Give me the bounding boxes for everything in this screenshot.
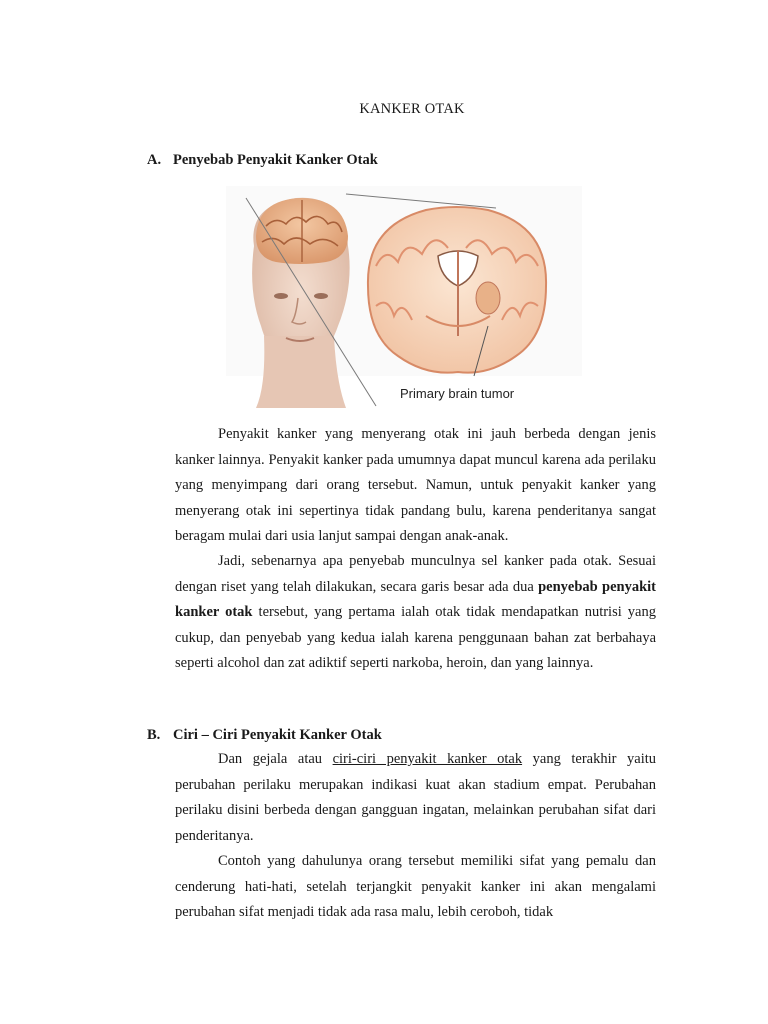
ciri-ciri-link[interactable]: ciri-ciri penyakit kanker otak: [332, 751, 523, 767]
section-a-heading-text: Penyebab Penyakit Kanker Otak: [173, 152, 378, 168]
section-b-letter: B.: [147, 727, 161, 743]
section-b-paragraph-1: [175, 747, 656, 849]
section-a-paragraph-2-text-before: Jadi, sebenarnya apa penyebab munculnya sel kanker pada otak. Sesuai dengan riset yang telah dilakukan, secara garis besar ada dua: [175, 553, 656, 595]
section-a-paragraph-2-text-after: tersebut, yang pertama ialah otak tidak mendapatkan nutrisi yang cukup, dan penyebab yang kedua ialah karena penggunaan bahan zat berbahaya seperti alcohol dan zat adiktif seperti narkoba, heroin, dan yang lainnya.: [175, 604, 656, 672]
brain-illustration: [226, 186, 582, 408]
section-b-heading: [147, 727, 382, 744]
section-a-paragraph-1: Penyakit kanker yang menyerang otak ini jauh berbeda dengan jenis kanker lainnya. Penyakit kanker pada umumnya dapat muncul karena ada perilaku yang menyimpang dari orang tersebut. Namun, untuk penyakit kanker yang menyerang otak ini sepertinya tidak pandang bulu, karena penderitanya sangat beragam mulai dari usia lanjut sampai dengan anak-anak.: [175, 426, 656, 545]
brain-tumor-figure: [226, 186, 582, 408]
exposed-brain-icon: [256, 198, 348, 264]
section-b-paragraph-2: Contoh yang dahulunya orang tersebut memiliki sifat yang pemalu dan cenderung hati-hati, setelah terjangkit penyakit kanker ini akan mengalami perubahan sifat menjadi tidak ada rasa malu, lebih ceroboh, tidak: [175, 853, 656, 921]
section-a-paragraph-2: [175, 549, 656, 677]
section-a-letter: A.: [147, 152, 162, 168]
section-a-paragraph-2-bold: penyebab penyakit kanker otak: [175, 578, 656, 621]
coronal-slice-icon: [368, 207, 546, 376]
figure-caption: Primary brain tumor: [400, 386, 515, 401]
section-a-heading: [147, 152, 378, 169]
section-b-heading-text: Ciri – Ciri Penyakit Kanker Otak: [173, 727, 382, 743]
section-b-paragraph-1-text-before: Dan gejala atau: [218, 751, 333, 767]
page-title: KANKER OTAK: [359, 101, 465, 117]
section-b-paragraph-1-text-after: yang terakhir yaitu perubahan perilaku merupakan indikasi kuat akan stadium empat. Perubahan perilaku disini berbeda dengan gangguan ingatan, melainkan perubahan sifat dari penderitanya.: [175, 751, 657, 844]
